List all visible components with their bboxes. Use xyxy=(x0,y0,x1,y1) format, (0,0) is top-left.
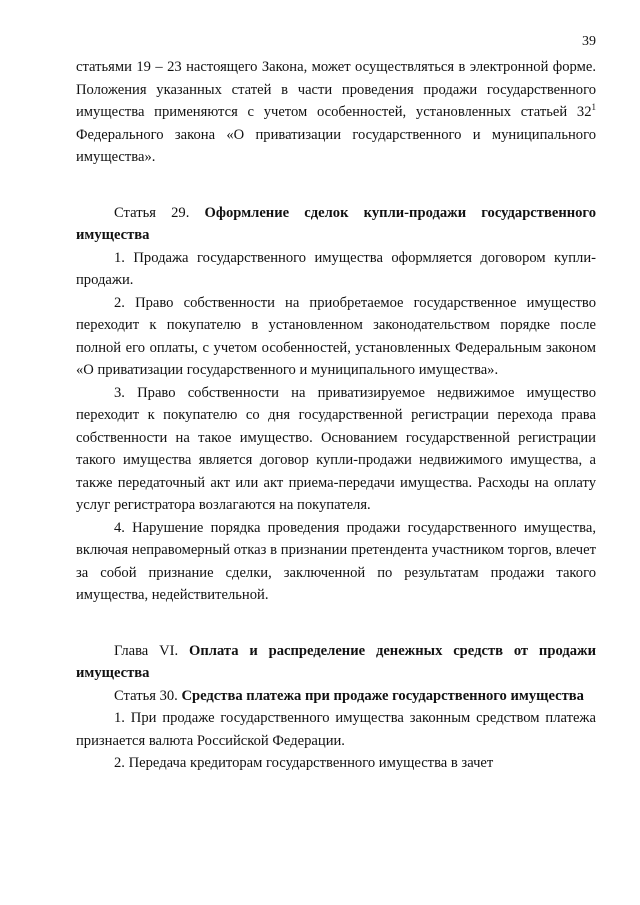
heading-title: Оформление сделок купли-продажи государственного имущества xyxy=(76,204,596,243)
document-body xyxy=(76,56,596,775)
paragraph: 4. Нарушение порядка проведения продажи государственного имущества, включая неправомерный отказ в признании претендента участником торгов, влечет за собой признание сделки, заключенной по результатам продажи такого имущества, недействительной. xyxy=(76,519,596,603)
article-30-heading xyxy=(76,685,596,708)
paragraph: 3. Право собственности на приватизируемое недвижимое имущество переходит к покупателю со дня государственной регистрации перехода права собственности на такое имущество. Основанием государственной регистрации такого имущества является договор купли-продажи недвижимого имущества, а также передаточный акт или акт приема-передачи имущества. Расходы на оплату услуг регистратора возлагаются на покупателя. xyxy=(76,384,596,513)
heading-prefix: Глава VI. xyxy=(114,642,189,659)
paragraph-text: Федерального закона «О приватизации государственного и муниципального имущества». xyxy=(76,126,596,165)
page-number: 39 xyxy=(582,34,596,49)
heading-title: Средства платежа при продаже государственного имущества xyxy=(181,687,584,704)
superscript: 1 xyxy=(591,102,596,112)
heading-title: Оплата и распределение денежных средств от продажи имущества xyxy=(76,642,597,681)
heading-prefix: Статья 29. xyxy=(114,204,205,221)
chapter-6-heading xyxy=(76,640,596,685)
article-29-heading xyxy=(76,202,596,247)
paragraph: 1. При продаже государственного имущества законным средством платежа признается валюта Российской Федерации. xyxy=(76,710,596,749)
paragraph-continuation xyxy=(76,56,596,169)
paragraph: 2. Право собственности на приобретаемое государственное имущество переходит к покупателю в установленном законодательством порядке после полной его оплаты, с учетом особенностей, установленных Федеральным законом «О приватизации государственного и муниципального имущества». xyxy=(76,294,596,378)
heading-prefix: Статья 30. xyxy=(114,687,182,704)
paragraph: 2. Передача кредиторам государственного имущества в зачет xyxy=(114,755,494,771)
paragraph: 1. Продажа государственного имущества оформляется договором купли-продажи. xyxy=(76,249,596,288)
paragraph-text: статьями 19 – 23 настоящего Закона, может осуществляться в электронной форме. Положения указанных статей в части проведения продажи государственного имущества применяются с учетом особенностей, установленных статьей 32 xyxy=(76,59,596,120)
